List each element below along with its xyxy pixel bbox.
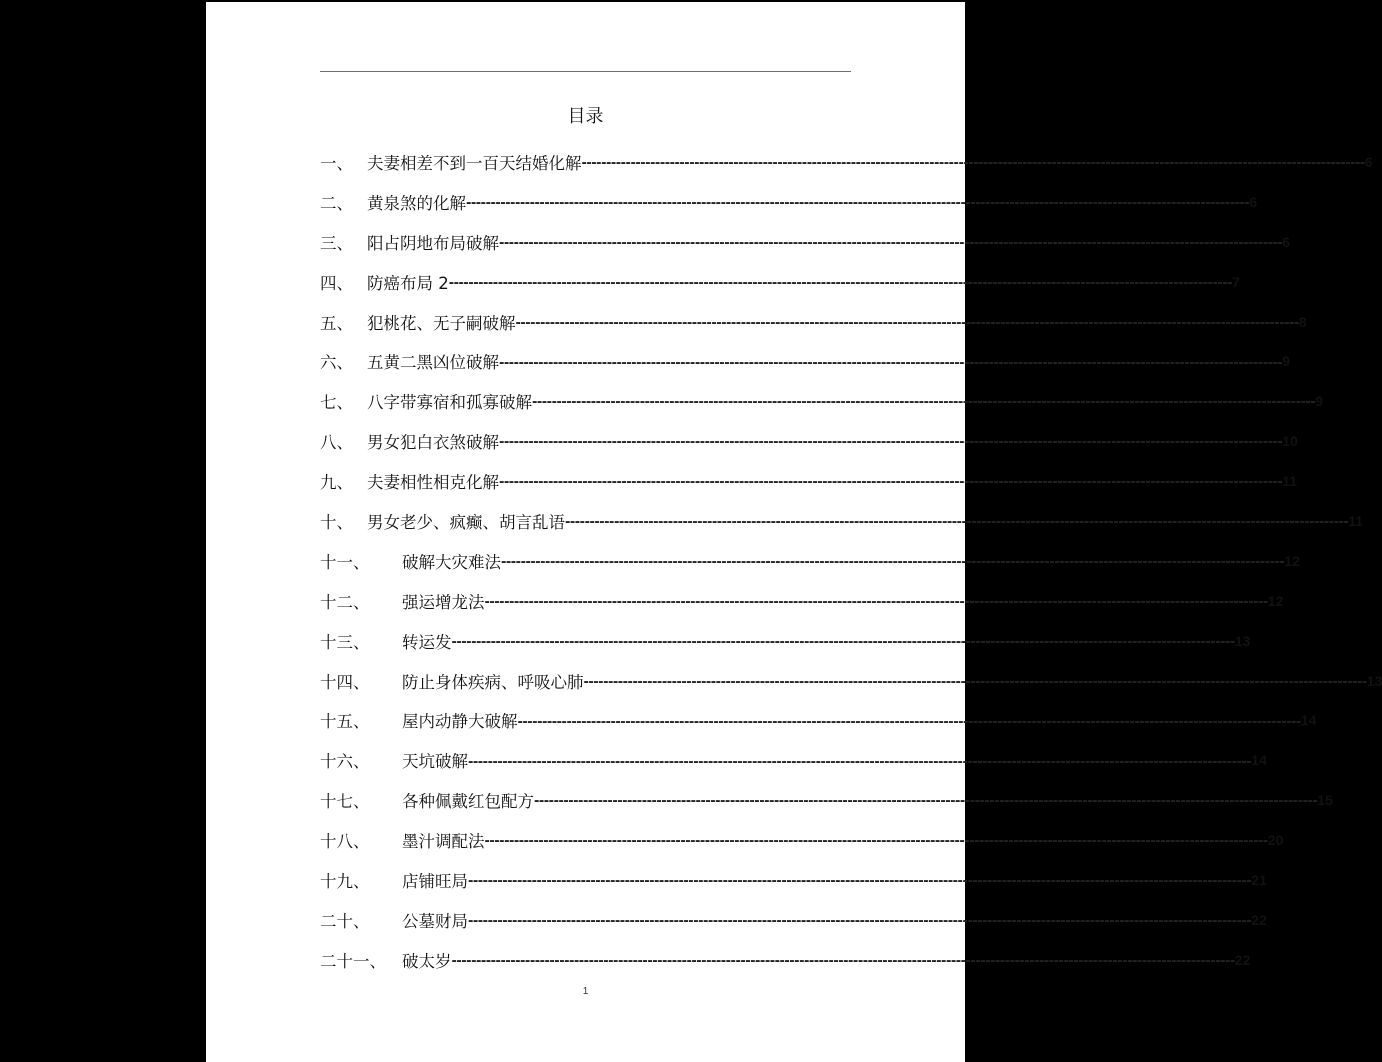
toc-entry-page: 13 [1234,632,1251,649]
header-rule [320,71,851,72]
toc-entry-title: 防癌布局 2 [367,273,449,293]
toc-entry-title: 破解大灾难法 [402,552,501,572]
toc-entry-title: 八字带寡宿和孤寡破解 [367,393,532,413]
toc-entry-title: 转运发 [402,632,452,652]
toc-leader: ---------------------------------------------------------------------------------------------------------------------------------------------------------------- [468,754,1252,770]
toc-entry-page: 14 [1300,712,1317,729]
toc-entry-title: 夫妻相性相克化解 [367,473,499,493]
toc-entry[interactable] [320,341,1291,381]
toc-entry-title: 破太岁 [402,951,452,971]
toc-entry[interactable] [320,860,1267,900]
toc-entry-number: 二、 [320,193,353,213]
toc-leader: ---------------------------------------------------------------------------------------------------------------------------------------------------------------- [451,953,1235,969]
toc-entry-page: 8 [1298,313,1307,330]
toc-entry-number: 四、 [320,273,353,293]
table-of-contents [320,142,1382,980]
toc-entry-page: 13 [1366,672,1382,689]
toc-entry-title: 公墓财局 [402,911,468,931]
toc-entry-title: 黄泉煞的化解 [367,193,466,213]
toc-leader: ---------------------------------------------------------------------------------------------------------------------------------------------------------------- [499,355,1283,371]
toc-entry-title: 天坑破解 [402,752,468,772]
toc-entry-number: 三、 [320,233,353,253]
toc-entry-page: 21 [1251,871,1267,888]
toc-entry-number: 八、 [320,433,353,453]
toc-entry-number: 九、 [320,473,353,493]
toc-entry-number: 十三、 [320,632,370,652]
toc-leader: ---------------------------------------------------------------------------------------------------------------------------------------------------------------- [448,275,1233,291]
toc-leader: ---------------------------------------------------------------------------------------------------------------------------------------------------------------- [499,435,1283,451]
toc-entry-page: 6 [1282,233,1291,250]
toc-entry-page: 10 [1282,433,1298,450]
toc-entry-page: 9 [1315,393,1324,410]
toc-leader: ---------------------------------------------------------------------------------------------------------------------------------------------------------------- [484,834,1268,850]
toc-entry[interactable] [320,302,1307,342]
toc-entry-page: 11 [1282,473,1298,490]
toc-leader: ---------------------------------------------------------------------------------------------------------------------------------------------------------------- [515,315,1299,331]
toc-entry-number: 十四、 [320,672,370,692]
toc-entry-number: 十七、 [320,792,370,812]
toc-entry[interactable] [320,621,1251,661]
toc-entry-title: 男女老少、疯癫、胡言乱语 [367,512,565,532]
toc-entry[interactable] [320,381,1324,421]
toc-entry-number: 十六、 [320,752,370,772]
page-number: 1 [582,986,589,997]
toc-entry-number: 六、 [320,353,353,373]
toc-entry[interactable] [320,900,1267,940]
toc-entry-number: 二十、 [320,911,370,931]
toc-entry-number: 一、 [320,153,353,173]
toc-entry-page: 15 [1317,792,1333,809]
toc-entry-page: 22 [1234,951,1251,968]
toc-entry-number: 十九、 [320,871,370,891]
toc-leader: ---------------------------------------------------------------------------------------------------------------------------------------------------------------- [565,515,1349,531]
toc-entry-page: 12 [1284,552,1300,569]
toc-entry[interactable] [320,142,1373,182]
toc-entry-title: 墨汁调配法 [402,832,485,852]
toc-entry[interactable] [320,461,1298,501]
toc-entry-title: 各种佩戴红包配方 [402,792,534,812]
toc-leader: ---------------------------------------------------------------------------------------------------------------------------------------------------------------- [468,874,1252,890]
toc-leader: ---------------------------------------------------------------------------------------------------------------------------------------------------------------- [501,555,1285,571]
toc-entry-page: 12 [1267,592,1284,609]
toc-entry-title: 屋内动静大破解 [402,712,518,732]
document-page [206,2,1382,1062]
toc-entry-page: 22 [1251,911,1267,928]
toc-entry-title: 夫妻相差不到一百天结婚化解 [367,153,582,173]
toc-title: 目录 [567,106,604,127]
toc-entry[interactable] [320,740,1267,780]
toc-leader: ---------------------------------------------------------------------------------------------------------------------------------------------------------------- [517,714,1301,730]
toc-entry[interactable] [320,501,1364,541]
toc-entry-title: 阳占阴地布局破解 [367,233,499,253]
toc-leader: ---------------------------------------------------------------------------------------------------------------------------------------------------------------- [532,395,1316,411]
toc-entry-title: 男女犯白衣煞破解 [367,433,499,453]
toc-entry-number: 二十一、 [320,951,386,971]
toc-leader: ---------------------------------------------------------------------------------------------------------------------------------------------------------------- [499,475,1283,491]
toc-entry[interactable] [320,222,1291,262]
toc-entry-title: 五黄二黑凶位破解 [367,353,499,373]
toc-entry-number: 十五、 [320,712,370,732]
toc-entry-number: 七、 [320,393,353,413]
toc-leader: ---------------------------------------------------------------------------------------------------------------------------------------------------------------- [466,196,1250,212]
toc-entry-page: 20 [1267,832,1284,849]
toc-entry[interactable] [320,541,1300,581]
toc-entry-number: 十二、 [320,592,370,612]
toc-leader: ---------------------------------------------------------------------------------------------------------------------------------------------------------------- [451,634,1235,650]
toc-entry-number: 十八、 [320,832,370,852]
toc-entry-page: 11 [1348,512,1364,529]
toc-entry-title: 犯桃花、无子嗣破解 [367,313,516,333]
toc-entry-page: 6 [1249,193,1258,210]
toc-entry[interactable] [320,581,1284,621]
toc-entry-title: 店铺旺局 [402,871,468,891]
toc-entry-number: 十、 [320,512,353,532]
toc-entry[interactable] [320,780,1333,820]
toc-leader: ---------------------------------------------------------------------------------------------------------------------------------------------------------------- [484,594,1268,610]
toc-entry-number: 十一、 [320,552,370,572]
toc-leader: ---------------------------------------------------------------------------------------------------------------------------------------------------------------- [583,674,1367,690]
toc-leader: ---------------------------------------------------------------------------------------------------------------------------------------------------------------- [499,235,1283,251]
toc-entry-page: 7 [1232,273,1240,290]
toc-entry[interactable] [320,940,1251,980]
toc-entry[interactable] [320,661,1382,701]
toc-entry[interactable] [320,262,1240,302]
toc-leader: ---------------------------------------------------------------------------------------------------------------------------------------------------------------- [468,914,1252,930]
toc-entry[interactable] [320,820,1284,860]
toc-entry-number: 五、 [320,313,353,333]
toc-entry[interactable] [320,700,1317,740]
toc-leader: ---------------------------------------------------------------------------------------------------------------------------------------------------------------- [534,794,1318,810]
toc-leader: ---------------------------------------------------------------------------------------------------------------------------------------------------------------- [581,156,1365,172]
toc-entry-title: 防止身体疾病、呼吸心肺 [402,672,584,692]
toc-entry[interactable] [320,421,1298,461]
toc-entry-title: 强运增龙法 [402,592,485,612]
toc-entry-page: 6 [1364,153,1373,170]
toc-entry-page: 9 [1282,353,1291,370]
toc-entry[interactable] [320,182,1258,222]
toc-entry-page: 14 [1251,752,1267,769]
